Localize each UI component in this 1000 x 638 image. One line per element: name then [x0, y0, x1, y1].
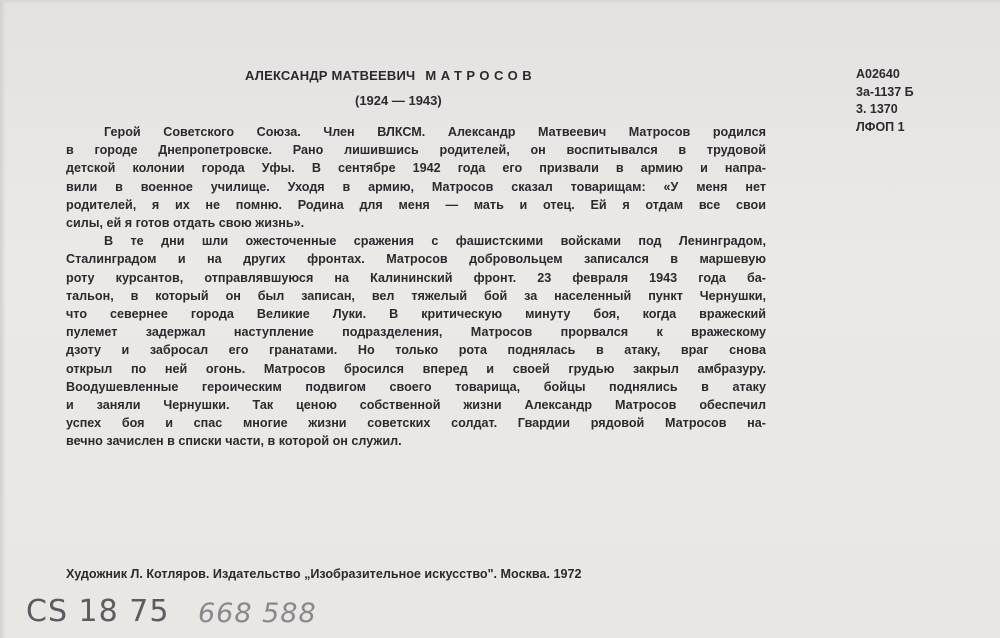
text-line: успех боя и спас многие жизни советских солдат. Гвардии рядовой Матросов на-: [66, 416, 766, 431]
text-line: вечно зачислен в списки части, в которой он служил.: [66, 434, 402, 449]
publisher-footer: Художник Л. Котляров. Издательство „Изобразительное искусство". Москва. 1972: [66, 567, 582, 581]
text-line: дзоту и забросал его гранатами. Но только рота поднялась в атаку, враг снова: [66, 343, 766, 358]
catalog-code: А02640: [856, 67, 900, 81]
card-edge-left: [0, 0, 6, 638]
catalog-code: ЛФОП 1: [856, 119, 905, 134]
document-title: [245, 68, 605, 83]
biography-text: [66, 123, 766, 451]
title-name: АЛЕКСАНДР МАТВЕЕВИЧ: [245, 68, 416, 83]
handwritten-pencil-number: 668 588: [198, 598, 317, 629]
text-line: Сталинградом и на других фронтах. Матросов добровольцем записался в маршевую: [66, 252, 766, 267]
title-surname: МАТРОСОВ: [425, 68, 537, 83]
paragraph-1: [66, 123, 766, 232]
text-line: силы, ей я готов отдать свою жизнь».: [66, 216, 305, 231]
text-line: вили в военное училище. Уходя в армию, Матросов сказал товарищам: «У меня нет: [66, 179, 766, 194]
life-years: (1924 — 1943): [355, 93, 442, 108]
handwritten-inventory-number: CS 18 75: [26, 594, 170, 629]
text-line: и заняли Чернушки. Так ценою собственной жизни Александр Матросов обеспечил: [66, 398, 766, 413]
catalog-code: 3а-1137 Б: [856, 84, 914, 99]
text-line: в городе Днепропетровске. Рано лишившись родителей, он воспитывался в трудовой: [66, 143, 766, 158]
text-line: Воодушевленные героическим подвигом своего товарища, бойцы поднялись в атаку: [66, 379, 766, 394]
text-line: Герой Советского Союза. Член ВЛКСМ. Александр Матвеевич Матросов родился: [104, 125, 766, 139]
text-line: что севернее города Великие Луки. В критическую минуту боя, когда вражеский: [66, 307, 766, 322]
text-line: родителей, я их не помню. Родина для меня — мать и отец. Ей я отдам все свои: [66, 197, 766, 212]
text-line: детской колонии города Уфы. В сентябре 1942 года его призвали в армию и напра-: [66, 161, 766, 176]
text-line: В те дни шли ожесточенные сражения с фашистскими войсками под Ленинградом,: [104, 234, 766, 249]
card-edge-top: [0, 0, 1000, 4]
text-line: тальон, в который он был записан, вел тяжелый бой за населенный пункт Чернушки,: [66, 288, 766, 303]
text-line: роту курсантов, отправлявшуюся на Калининский фронт. 23 февраля 1943 года ба-: [66, 270, 766, 285]
text-line: пулемет задержал наступление подразделения, Матросов прорвался к вражескому: [66, 325, 766, 340]
catalog-codes: [856, 66, 914, 136]
text-line: открыл по ней огонь. Матросов бросился вперед и своей грудью закрыл амбразуру.: [66, 361, 766, 376]
catalog-code: 3. 1370: [856, 102, 898, 116]
paragraph-2: [66, 232, 766, 450]
